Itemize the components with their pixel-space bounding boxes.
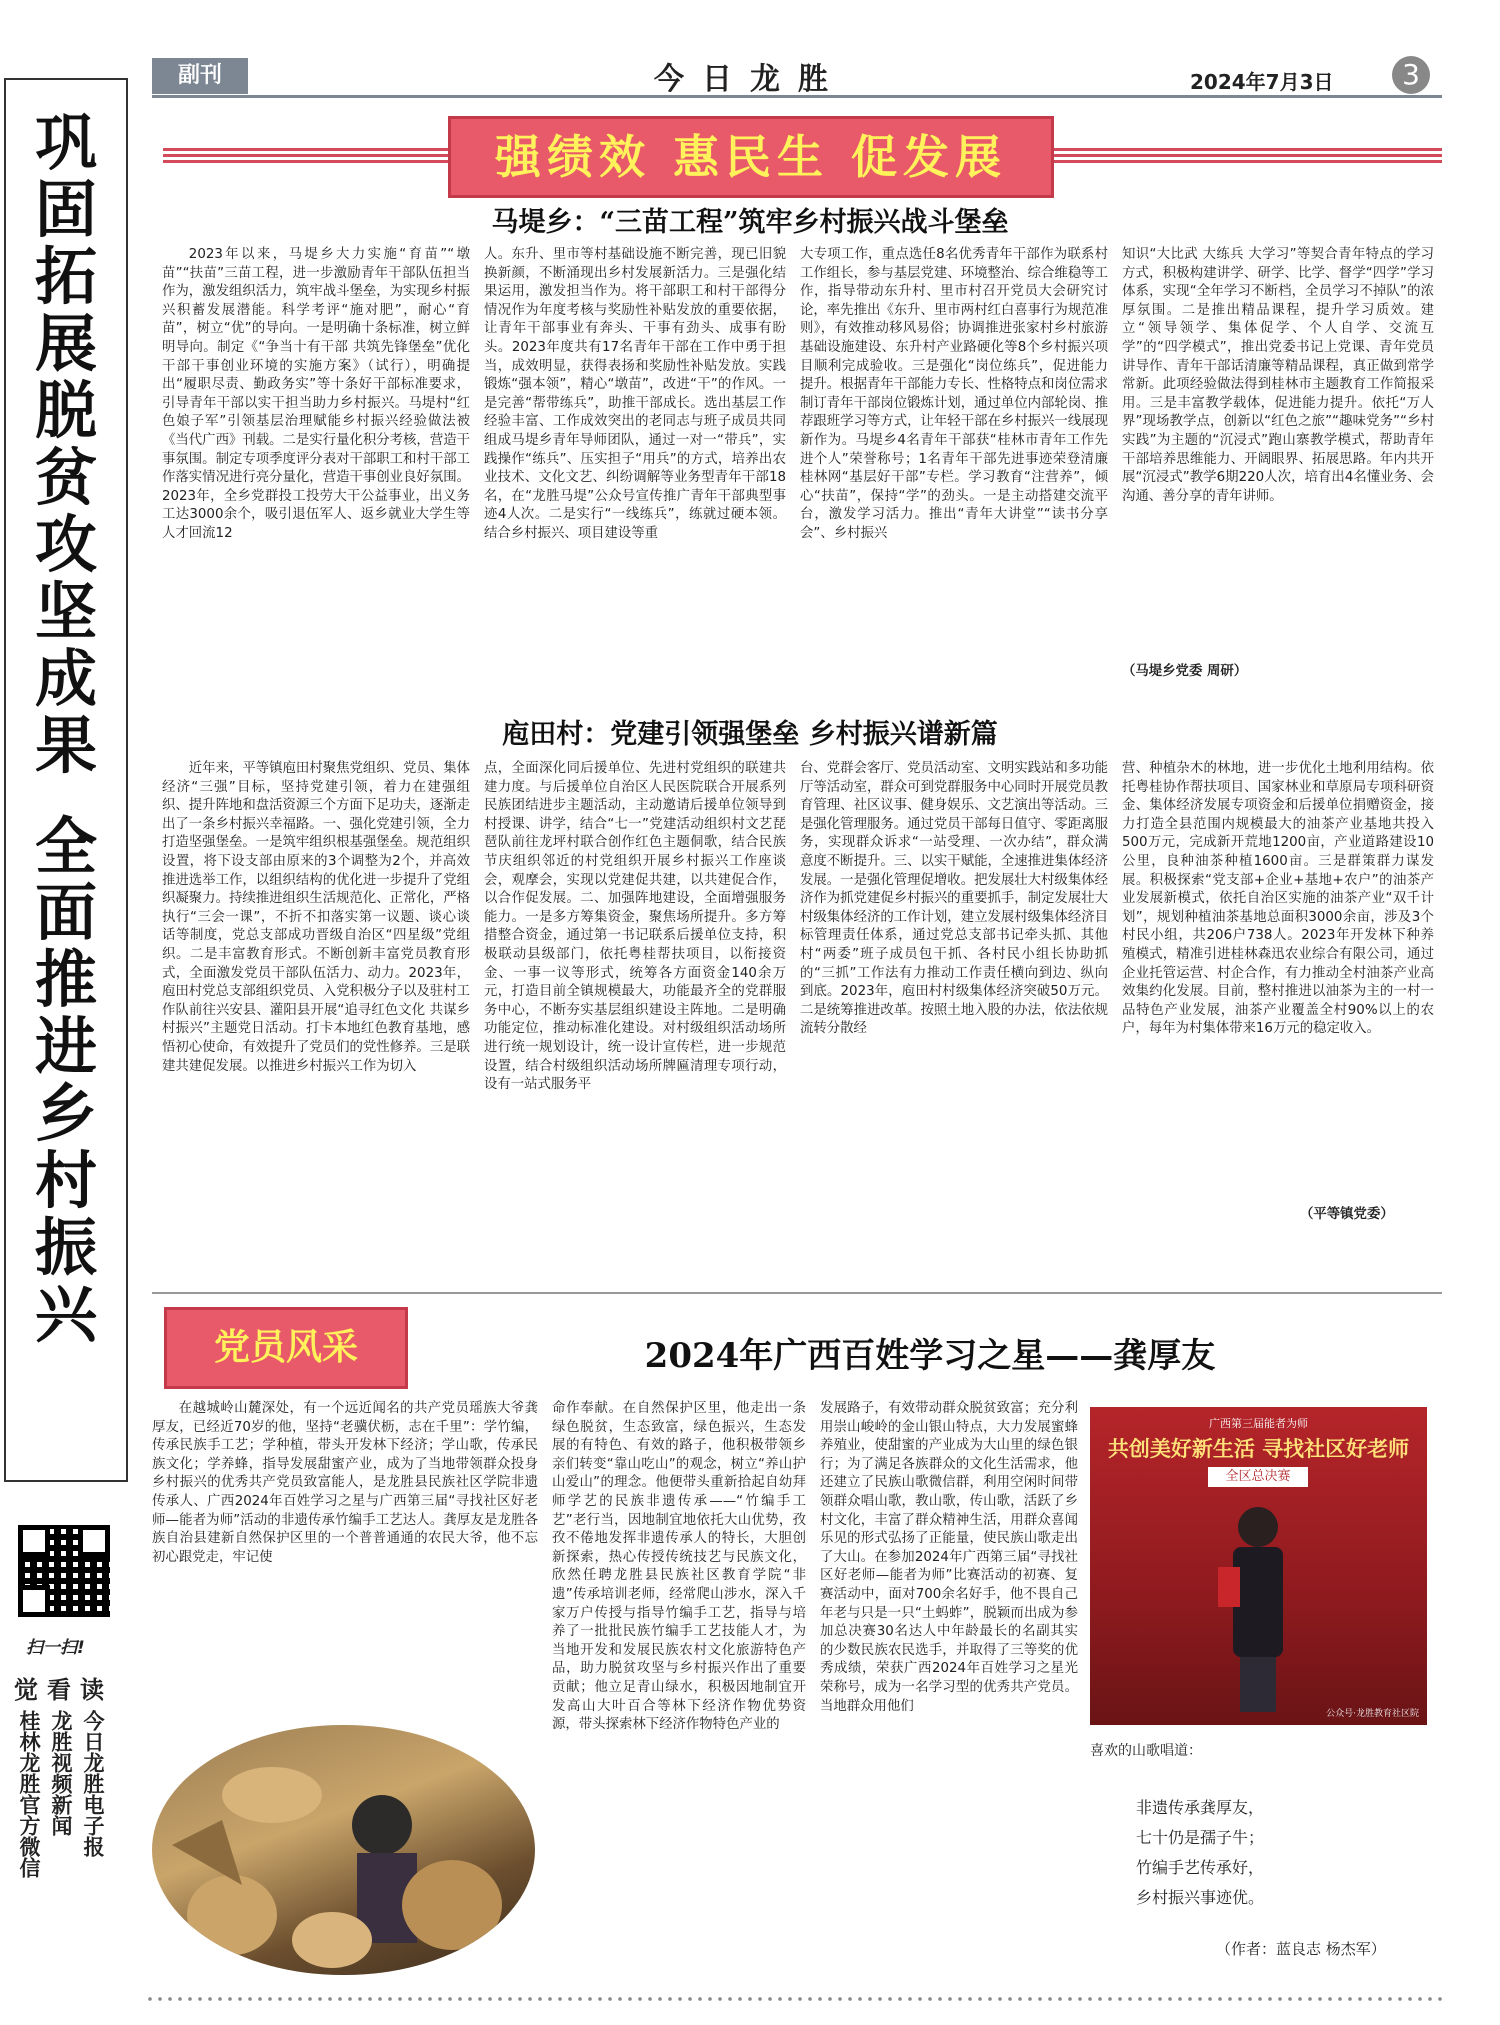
rail-slogan-char: 成 [34, 641, 97, 715]
qr-code[interactable] [18, 1525, 110, 1617]
article3-authors: （作者：蓝良志 杨杰军） [1216, 1940, 1386, 1958]
folk-song-poem [1136, 1793, 1264, 1913]
bamboo-baskets-image [152, 1725, 535, 1975]
rail-slogan-char: 坚 [34, 574, 97, 648]
photo-sign-3: 全区总决赛 [1208, 1467, 1308, 1487]
rail-slogan-char: 贫 [34, 440, 97, 514]
poem-line-2: 七十仍是孺子牛； [1136, 1828, 1265, 1847]
poem-line-3: 竹编手艺传承好， [1136, 1858, 1265, 1877]
honoree-figure [1090, 1407, 1427, 1725]
article3-col3: 发展路子，有效带动群众脱贫致富；充分利用崇山峻岭的金山银山特点，大力发展蜜蜂养殖业，使甜蜜的产业成为大山里的绿色银行；为了满足各族群众的文化生活需求，他还建立了民族山歌微信群，利用空闲时间带领群众唱山歌，教山歌，传山歌，活跃了乡村文化，丰富了群众精神生活，用群众喜闻乐见的形式弘扬了正能量，使民族山歌走出了大山。在参加2024年广西第三届“寻找社区好老师—能者为师”比赛活动的初赛、复赛活动中，面对700余名好手，他不畏自己年老与只是一只“土蚂蚱”，脱颖而出成为参加总决赛30名达人中年龄最长的名副其实的少数民族农民选手，并取得了三等奖的优秀成绩，荣获广西2024年百姓学习之星光荣称号，成为一名学习型的优秀共产党员。当地群众用他们 [820, 1401, 1078, 1714]
section-tab: 副刊 [152, 58, 248, 94]
article3-title: 2024年广西百姓学习之星——龚厚友 [644, 1336, 1216, 1376]
rail-slogan-char: 进 [34, 1010, 97, 1084]
rail-slogan-char [6, 780, 126, 814]
article1-col1: 2023年以来，马堤乡大力实施“育苗”“墩苗”“扶苗”三苗工程，进一步激励青年干部队伍担当作为，激发组织活力，筑牢战斗堡垒，为实现乡村振兴积蓄发展潜能。科学考评“施对肥”，耐心“育苗”，树立“优”的导向。一是明确十条标准，树立鲜明导向。制定《“争当十有干部 共筑先锋堡垒”优化干部干事创业环境的实施方案》（试行），明确提出“履职尽责、勤政务实”等十条好干部标准要求，引导青年干部以实干担当助力乡村振兴。马堤村“红色娘子军”引领基层治理赋能乡村振兴经验做法被《当代广西》刊载。二是实行量化积分考核，营造干事氛围。制定专项季度评分表对干部职工和村干部工作落实情况进行亮分量化，营造干事创业良好氛围。2023年，全乡党群投工投劳大干公益事业，出义务工达3000余个，吸引退伍军人、返乡就业大学生等人才回流12 [162, 247, 470, 541]
article2-col1: 近年来，平等镇庖田村聚焦党组织、党员、集体经济“三强”目标，坚持党建引领，着力在建强组织、提升阵地和盘活资源三个方面下足功夫，逐渐走出了一条乡村振兴幸福路。一、强化党建引领，全力打造坚强堡垒。一是筑牢组织根基强堡垒。规范组织设置，将下设支部由原来的3个调整为2个，并高效推进选举工作，以组织结构的优化进一步提升了党组织凝聚力。持续推进组织生活规范化、正常化，严格执行“三会一课”，不折不扣落实第一议题、谈心谈话等制度，党总支部成功晋级自治区“四星级”党组织。二是丰富教育形式。不断创新丰富党员教育形式，全面激发党员干部队伍活力、动力。2023年，庖田村党总支部组织党员、入党积极分子以及驻村工作队前往兴安县、灌阳县开展“追寻红色文化 共谋乡村振兴”主题党日活动。打卡本地红色教育基地，感悟初心使命，有效提升了党员们的党性修养。三是联建共建促发展。以推进乡村振兴工作为切入 [162, 761, 470, 1074]
article3-col2: 命作奉献。在自然保护区里，他走出一条绿色脱贫，生态致富，绿色振兴，生态发展的有特色、有效的路子，他积极带领乡亲们转变“靠山吃山”的观念，树立“养山护山爱山”的理念。他便带头重新拾起自幼拜师学艺的民族非遗传承——“竹编手工艺”老行当，因地制宜地依托大山优势，孜孜不倦地发挥非遗传承人的特长，大胆创新探索，热心传授传统技艺与民族文化，欣然任聘龙胜县民族社区教育学院“非遗”传承培训老师，经常爬山涉水，深入千家万户传授与指导竹编手工艺，指导与培养了一批批民族竹编手工艺技能人才，为当地开发和发展民族农村文化旅游特色产品，助力脱贫攻坚与乡村振兴作出了重要贡献；他立足青山绿水，积极因地制宜开发高山大叶百合等林下经济作物优势资源，带头探索林下经济作物特色产业的 [552, 1401, 806, 1733]
article2-col2: 点，全面深化同后援单位、先进村党组织的联建共建力度。与后援单位自治区人民医院联合开展系列民族团结进步主题活动，主动邀请后援单位领导到村授课、讲学，结合“七一”党建活动组织村文艺琵琶队前往龙坪村联合创作红色主题侗歌，结合民族节庆组织邻近的村党组织开展乡村振兴工作座谈会，观摩会，实现以党建促共建，以共建促合作，以合作促发展。二、加强阵地建设，全面增强服务能力。一是多方筹集资金，聚焦场所提升。多方筹措整合资金，通过第一书记联系后援单位支持，积极联动县级部门，依托粤桂帮扶项目，以衔接资金、一事一议等形式，统筹各方面资金140余万元，打造目前全镇规模最大，功能最齐全的党群服务中心，不断夯实基层组织建设主阵地。二是明确功能定位，推动标准化建设。对村级组织活动场所进行统一规划设计，统一设计宣传栏，进一步规范设置，结合村级组织活动场所牌匾清理专项行动，设有一站式服务平 [484, 761, 786, 1093]
rail-slogan-char: 村 [34, 1144, 97, 1218]
rail-slogan [6, 106, 126, 1352]
channel-video: 龙胜视频新闻 [49, 1710, 73, 1836]
rail-slogan-char: 推 [34, 943, 97, 1017]
song-intro: 喜欢的山歌唱道： [1090, 1743, 1202, 1759]
rail-slogan-char: 振 [34, 1211, 97, 1285]
rail-slogan-char: 巩 [34, 106, 97, 179]
article1-col2: 人。东升、里市等村基础设施不断完善，现已旧貌换新颜，不断涌现出乡村发展新活力。三是强化结果运用，激发担当作为。将干部职工和村干部得分情况作为年度考核与奖励性补贴发放的重要依据，让青年干部事业有奔头、干事有劲头、成事有盼头。2023年度共有17名青年干部在工作中勇于担当，成效明显，获得表扬和奖励性补贴发放。实践锻炼“强本领”，精心“墩苗”，改进“干”的作风。一是完善“帮带练兵”，助推干部成长。选出基层工作经验丰富、工作成效突出的老同志与班子成员共同组成马堤乡青年导师团队，通过一对一“带兵”，实践操作“练兵”、压实担子“用兵”的方式，培养出农业技术、文化文艺、纠纷调解等业务型青年干部18名，在“龙胜马堤”公众号宣传推广青年干部典型事迹4人次。二是实行“一线练兵”，练就过硬本领。结合乡村振兴、项目建设等重 [484, 247, 786, 541]
scan-label: 扫一扫! [26, 1638, 85, 1658]
rail-slogan-char: 脱 [34, 373, 97, 447]
award-photo [1090, 1407, 1427, 1725]
article3-col1: 在越城岭山麓深处，有一个远近闻名的共产党员瑶族大爷龚厚友，已经近70岁的他，坚持“老骥伏枥，志在千里”：学竹编，传承民族手工艺；学种植，带头开发林下经济；学山歌，传承民族文化；学养蜂，指导发展甜蜜产业，成为了当地带领群众投身乡村振兴的优秀共产党员致富能人，是龙胜县民族社区学院非遗传承人、广西2024年百姓学习之星与广西第三届“寻找社区好老师—能者为师”活动的非遗传承竹编手工艺达人。龚厚友是龙胜各族自治县建新自然保护区里的一个普普通通的农民大爷，他不忘初心跟党走，牢记使 [152, 1401, 538, 1565]
photo-sign-1: 广西第三届能者为师 [1209, 1417, 1308, 1430]
article2-col4: 营、种植杂木的林地，进一步优化土地利用结构。依托粤桂协作帮扶项目、国家林业和草原局专项科研资金、集体经济发展专项资金和后援单位捐赠资金，接力打造全县范围内规模最大的油茶产业基地共投入500万元，完成新开荒地1200亩，产业道路建设10公里，良种油茶种植1600亩。三是群策群力谋发展。积极探索“党支部+企业+基地+农户”的油茶产业发展新模式，依托自治区实施的油茶产业“双千计划”，规划种植油茶基地总面积3000余亩，涉及3个村民小组，共206户738人。2023年开发林下种养殖模式，精准引进桂林森迅农业综合有限公司，通过企业托管运营、村企合作，有力推动全村油茶产业高效集约化发展。目前，整村推进以油茶为主的一村一品特色产业发展，油茶产业覆盖全村90%以上的农户，每年为村集体带来16万元的稳定收入。 [1122, 761, 1434, 1037]
page-number: 3 [1392, 56, 1430, 94]
article1-byline: （马堤乡党委 周研） [1122, 664, 1248, 679]
photo-sign-2: 共创美好新生活 寻找社区好老师 [1107, 1437, 1410, 1461]
rail-slogan-char: 固 [34, 172, 97, 246]
article2-col3: 台、党群会客厅、党员活动室、文明实践站和多功能厅等活动室，群众可到党群服务中心同时开展党员教育管理、社区议事、健身娱乐、文艺演出等活动。三是强化管理服务。通过党员干部每日值守、零距离服务，实现群众诉求“一站受理、一次办结”，群众满意度不断提升。三、以实干赋能，全速推进集体经济发展。一是强化管理促增收。把发展壮大村级集体经济作为抓党建促乡村振兴的重要抓手，制定发展壮大村级集体经济的工作计划，建立发展村级集体经济目标管理责任体系，通过党总支部书记牵头抓、其他村“两委”班子成员包干抓、各村民小组长协助抓的“三抓”工作法有力推动工作责任横向到边、纵向到底。2023年，庖田村村级集体经济突破50万元。二是统筹推进改革。按照土地入股的办法，依法依规流转分散经 [800, 761, 1108, 1037]
article1-col3: 大专项工作，重点选任8名优秀青年干部作为联系村工作组长，参与基层党建、环境整治、综合维稳等工作，指导带动东升村、里市村召开党员大会研究讨论，率先推出《东升、里市两村红白喜事行为规范准则》，有效推动移风易俗；协调推进张家村乡村旅游基础设施建设、东升村产业路硬化等8个乡村振兴项目顺利完成验收。三是强化“岗位练兵”，促进能力提升。根据青年干部能力专长、性格特点和岗位需求制订青年干部岗位锻炼计划，通过单位内部轮岗、推荐跟班学习等方式，让年轻干部在乡村振兴一线展现新作为。马堤乡4名青年干部获“桂林市青年工作先进个人”荣誉称号；1名青年干部先进事迹荣登清廉桂林网“基层好干部”专栏。学习教育“注营养”，倾心“扶苗”，保持“学”的劲头。一是主动搭建交流平台，激发学习活力。推出“青年大讲堂”“读书分享会”、乡村振兴 [800, 247, 1108, 541]
banner-stripe-right [1048, 145, 1442, 163]
rail-slogan-char: 全 [34, 809, 97, 883]
rail-slogan-char: 乡 [34, 1077, 97, 1151]
theme-banner: 强绩效 惠民生 促发展 [448, 116, 1054, 198]
article2-title: 庖田村：党建引领强堡垒 乡村振兴谱新篇 [502, 719, 998, 750]
rail-slogan-char: 面 [34, 876, 97, 950]
rail-slogan-char: 果 [34, 708, 97, 782]
poem-line-4: 乡村振兴事迹优。 [1136, 1888, 1265, 1907]
section-divider [152, 1292, 1442, 1294]
rail-slogan-char: 拓 [34, 239, 97, 313]
channel-epaper: 今日龙胜电子报 [81, 1710, 105, 1857]
left-rail [4, 78, 128, 1482]
section-tag: 党员风采 [164, 1307, 408, 1389]
bottom-border [145, 1995, 1445, 2003]
channel-wechat: 桂林龙胜官方微信 [17, 1710, 41, 1878]
article2-byline: （平等镇党委） [1300, 1207, 1394, 1222]
poem-line-1: 非遗传承龚厚友， [1136, 1798, 1265, 1817]
banner-stripe-left [163, 145, 448, 163]
article1-col4: 知识“大比武 大练兵 大学习”等契合青年特点的学习方式，积极构建讲学、研学、比学、督学“四学”学习体系，实现“全年学习不断档，全员学习不掉队”的浓厚氛围。二是推出精品课程，提升学习质效。建立“领导领学、集体促学、个人自学、交流互学”的“四学模式”，推出党委书记上党课、青年党员讲导作、青年干部话清廉等精品课程，真正做到常学常新。此项经验做法得到桂林市主题教育工作简报采用。三是丰富教学载体，促进能力提升。依托“万人界”现场教学点，创新以“红色之旅”“趣味党务”“乡村实践”为主题的“沉浸式”跑山寨教学模式，帮助青年干部培养思维能力、开阔眼界、拓展思路。年内共开展“沉浸式”教学6期220人次，培育出4名懂业务、会沟通、善分享的青年讲师。 [1122, 247, 1434, 504]
read-label: 觉看读 [14, 1676, 113, 1704]
article1-title: 马堤乡：“三苗工程”筑牢乡村振兴战斗堡垒 [491, 207, 1009, 238]
bamboo-crafts-photo [152, 1725, 535, 1975]
rail-slogan-char: 攻 [34, 507, 97, 581]
rail-slogan-char: 展 [34, 306, 97, 380]
issue-date: 2024年7月3日 [1190, 70, 1334, 94]
photo-credit: 公众号·龙胜教育社区院 [1326, 1709, 1419, 1719]
paper-name: 今日龙胜 [654, 62, 846, 97]
rail-slogan-char: 兴 [34, 1278, 97, 1352]
